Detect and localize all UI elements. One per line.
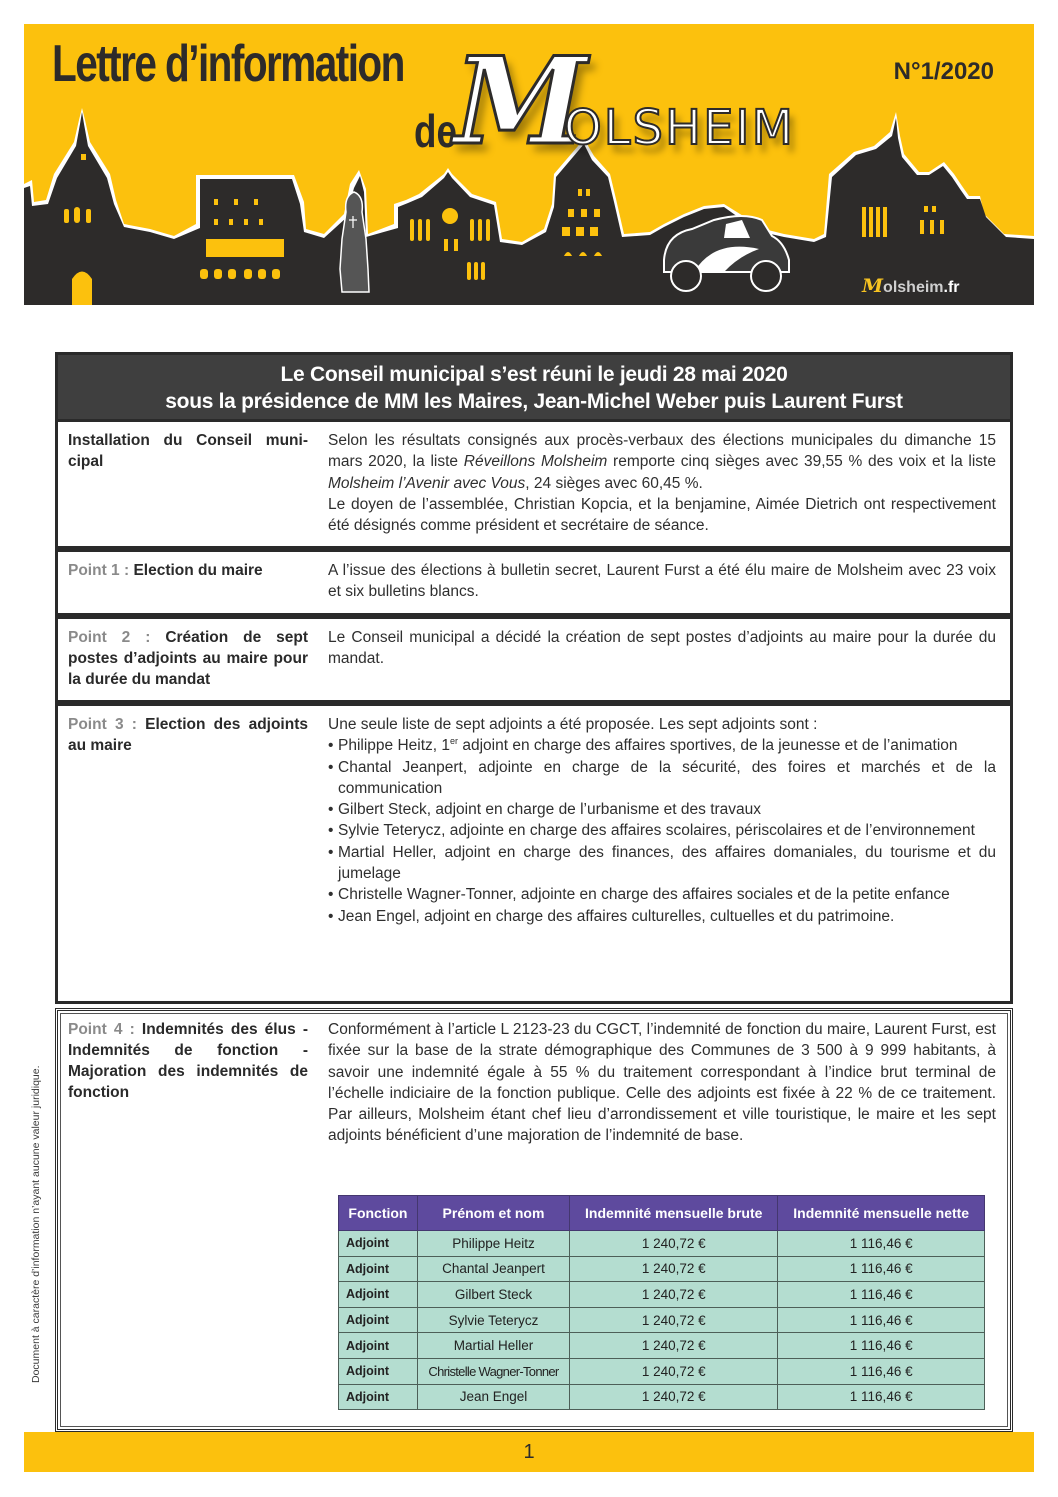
indemnity-table [338, 1195, 985, 1410]
list-item [328, 735, 996, 756]
section-point-1 [55, 549, 1013, 616]
cell-name: Martial Heller [417, 1333, 569, 1359]
table-row [339, 1358, 985, 1384]
section-content: A l’issue des élections à bulletin secret, Laurent Furst a été élu maire de Molsheim avec 23 voix et six bulletins blancs. [328, 562, 996, 601]
column-header-fonction: Fonction [339, 1196, 418, 1231]
cell-brute: 1 240,72 € [570, 1256, 778, 1282]
section-point-2 [55, 616, 1013, 703]
ordinal-suffix: er [450, 736, 459, 747]
cell-brute: 1 240,72 € [570, 1307, 778, 1333]
table-header-row [339, 1196, 985, 1231]
website-logo-name: olsheim [883, 279, 944, 296]
table-row [339, 1231, 985, 1257]
cell-name: Christelle Wagner-Tonner [417, 1358, 569, 1384]
column-header-brute: Indemnité mensuelle brute [570, 1196, 778, 1231]
section-label [58, 552, 308, 613]
table-row [339, 1282, 985, 1308]
section-label: Installation du Conseil muni-cipal [68, 432, 308, 470]
cell-name: Jean Engel [417, 1384, 569, 1410]
list-name-avenir: Molsheim l’Avenir avec Vous [328, 474, 526, 492]
cell-fonction: Adjoint [339, 1231, 418, 1257]
list-item: • Sylvie Teterycz, adjointe en charge des affaires scolaires, périscolaires et de l’environnement [328, 820, 996, 841]
cell-nette: 1 116,46 € [778, 1282, 985, 1308]
point-title: Election du maire [133, 562, 263, 579]
page-footer [24, 1432, 1034, 1472]
point-prefix: Point 4 : [68, 1021, 142, 1038]
point-prefix: Point 2 : [68, 629, 166, 646]
title-de: de [414, 105, 457, 157]
section-label [58, 1011, 308, 1429]
cell-nette: 1 116,46 € [778, 1358, 985, 1384]
cell-fonction: Adjoint [339, 1358, 418, 1384]
point-prefix: Point 3 : [68, 716, 146, 733]
issue-number: N°1/2020 [893, 58, 994, 85]
cell-brute: 1 240,72 € [570, 1358, 778, 1384]
website-logo-m: M [862, 275, 884, 297]
cell-brute: 1 240,72 € [570, 1282, 778, 1308]
cell-fonction: Adjoint [339, 1256, 418, 1282]
adjoint-1-name: Philippe Heitz, 1 [338, 737, 451, 755]
section-point-4 [55, 1008, 1013, 1432]
point-title: Election des adjoints au maire [68, 716, 308, 754]
table-row [339, 1307, 985, 1333]
section-content: Conformément à l’article L 2123-23 du CGCT, l’indemnité de fonction du maire, Laurent Furst, est fixée sur la base de la strate démographique des Communes de 3 500 à 9 999 habitants, à savoir une indemnité égale à 55 % du traitement correspondant à l’indice brut terminal de l’échelle indiciaire de la fonction publique. Celle des adjoints est fixée à 22 % de ce traitement. Par ailleurs, Molsheim étant chef lieu d’arrondissement et ville touristique, le maire et les sept adjoints bénéficient d’une majoration de l’indemnité de base. [328, 1021, 996, 1145]
installation-text-3: , 24 sièges avec 60,45 %. [525, 474, 703, 492]
list-item: • Martial Heller, adjoint en charge des finances, des affaires domaniales, du tourisme et du jumelage [328, 842, 996, 885]
adjoints-list [328, 735, 996, 927]
website-logo[interactable] [862, 275, 960, 297]
section-point-3 [55, 703, 1013, 1004]
header-line-1: Le Conseil municipal s’est réuni le jeudi 28 mai 2020 [280, 363, 788, 386]
header-line-2: sous la présidence de MM les Maires, Jean-Michel Weber puis Laurent Furst [165, 390, 903, 413]
newsletter-title: Lettre d’information [52, 35, 404, 93]
section-label [58, 706, 308, 1001]
cell-brute: 1 240,72 € [570, 1333, 778, 1359]
cell-nette: 1 116,46 € [778, 1231, 985, 1257]
cell-fonction: Adjoint [339, 1282, 418, 1308]
page-number: 1 [523, 1441, 535, 1463]
installation-text-4: Le doyen de l’assemblée, Christian Kopcia, et la benjamine, Aimée Dietrich ont respectivement été désignés comme président et secrétaire de séance. [328, 495, 996, 535]
cell-nette: 1 116,46 € [778, 1333, 985, 1359]
list-item: • Christelle Wagner-Tonner, adjointe en charge des affaires sociales et de la petite enfance [328, 884, 996, 905]
section-content [308, 706, 1010, 1001]
table-row [339, 1384, 985, 1410]
cell-fonction: Adjoint [339, 1384, 418, 1410]
list-item: • Chantal Jeanpert, adjointe en charge de la sécurité, des foires et marchés et de la communication [328, 757, 996, 800]
point-prefix: Point 1 : [68, 562, 134, 579]
list-name-reveillons: Réveillons Molsheim [463, 453, 608, 471]
adjoints-intro: Une seule liste de sept adjoints a été proposée. Les sept adjoints sont : [328, 716, 818, 733]
cell-name: Gilbert Steck [417, 1282, 569, 1308]
column-header-nette: Indemnité mensuelle nette [778, 1196, 985, 1231]
cell-name: Philippe Heitz [417, 1231, 569, 1257]
section-label [58, 619, 308, 700]
installation-text-1: Selon les résultats consignés aux procès-verbaux des élections municipales du dimanche 15 mars 2020, la liste [328, 432, 996, 471]
cell-nette: 1 116,46 € [778, 1384, 985, 1410]
cell-brute: 1 240,72 € [570, 1384, 778, 1410]
cell-fonction: Adjoint [339, 1333, 418, 1359]
title-molsheim-m: M [454, 31, 587, 172]
point-title: Création de sept postes d’adjoints au maire pour la durée du mandat [68, 629, 308, 688]
adjoint-1-role: adjoint en charge des affaires sportives, de la jeunesse et de l’animation [458, 737, 958, 755]
cell-name: Chantal Jeanpert [417, 1256, 569, 1282]
cell-fonction: Adjoint [339, 1307, 418, 1333]
website-logo-tld: .fr [943, 279, 960, 296]
list-item: • Gilbert Steck, adjoint en charge de l’urbanisme et des travaux [328, 799, 996, 820]
cell-nette: 1 116,46 € [778, 1307, 985, 1333]
section-content [308, 422, 1010, 546]
column-header-nom: Prénom et nom [417, 1196, 569, 1231]
legal-disclaimer: Document à caractère d’information n’ayant aucune valeur juridique. [30, 1065, 42, 1383]
cell-brute: 1 240,72 € [570, 1231, 778, 1257]
cell-name: Sylvie Teterycz [417, 1307, 569, 1333]
council-meeting-header [55, 352, 1013, 421]
table-row [339, 1333, 985, 1359]
section-content: Le Conseil municipal a décidé la création de sept postes d’adjoints au maire pour la durée du mandat. [328, 629, 996, 668]
installation-text-2: remporte cinq sièges avec 39,55 % des voix et la liste [607, 453, 996, 471]
council-summary-frame [55, 352, 1013, 1432]
cell-nette: 1 116,46 € [778, 1256, 985, 1282]
title-molsheim-rest: OLSHEIM [564, 100, 795, 156]
list-item: • Jean Engel, adjoint en charge des affaires culturelles, cultuelles et du patrimoine. [328, 906, 996, 927]
table-row [339, 1256, 985, 1282]
newsletter-banner [24, 24, 1034, 305]
point-title: Indemnités des élus - Indemnités de fonction - Majoration des indemnités de fonction [68, 1021, 308, 1101]
section-installation [55, 419, 1013, 549]
